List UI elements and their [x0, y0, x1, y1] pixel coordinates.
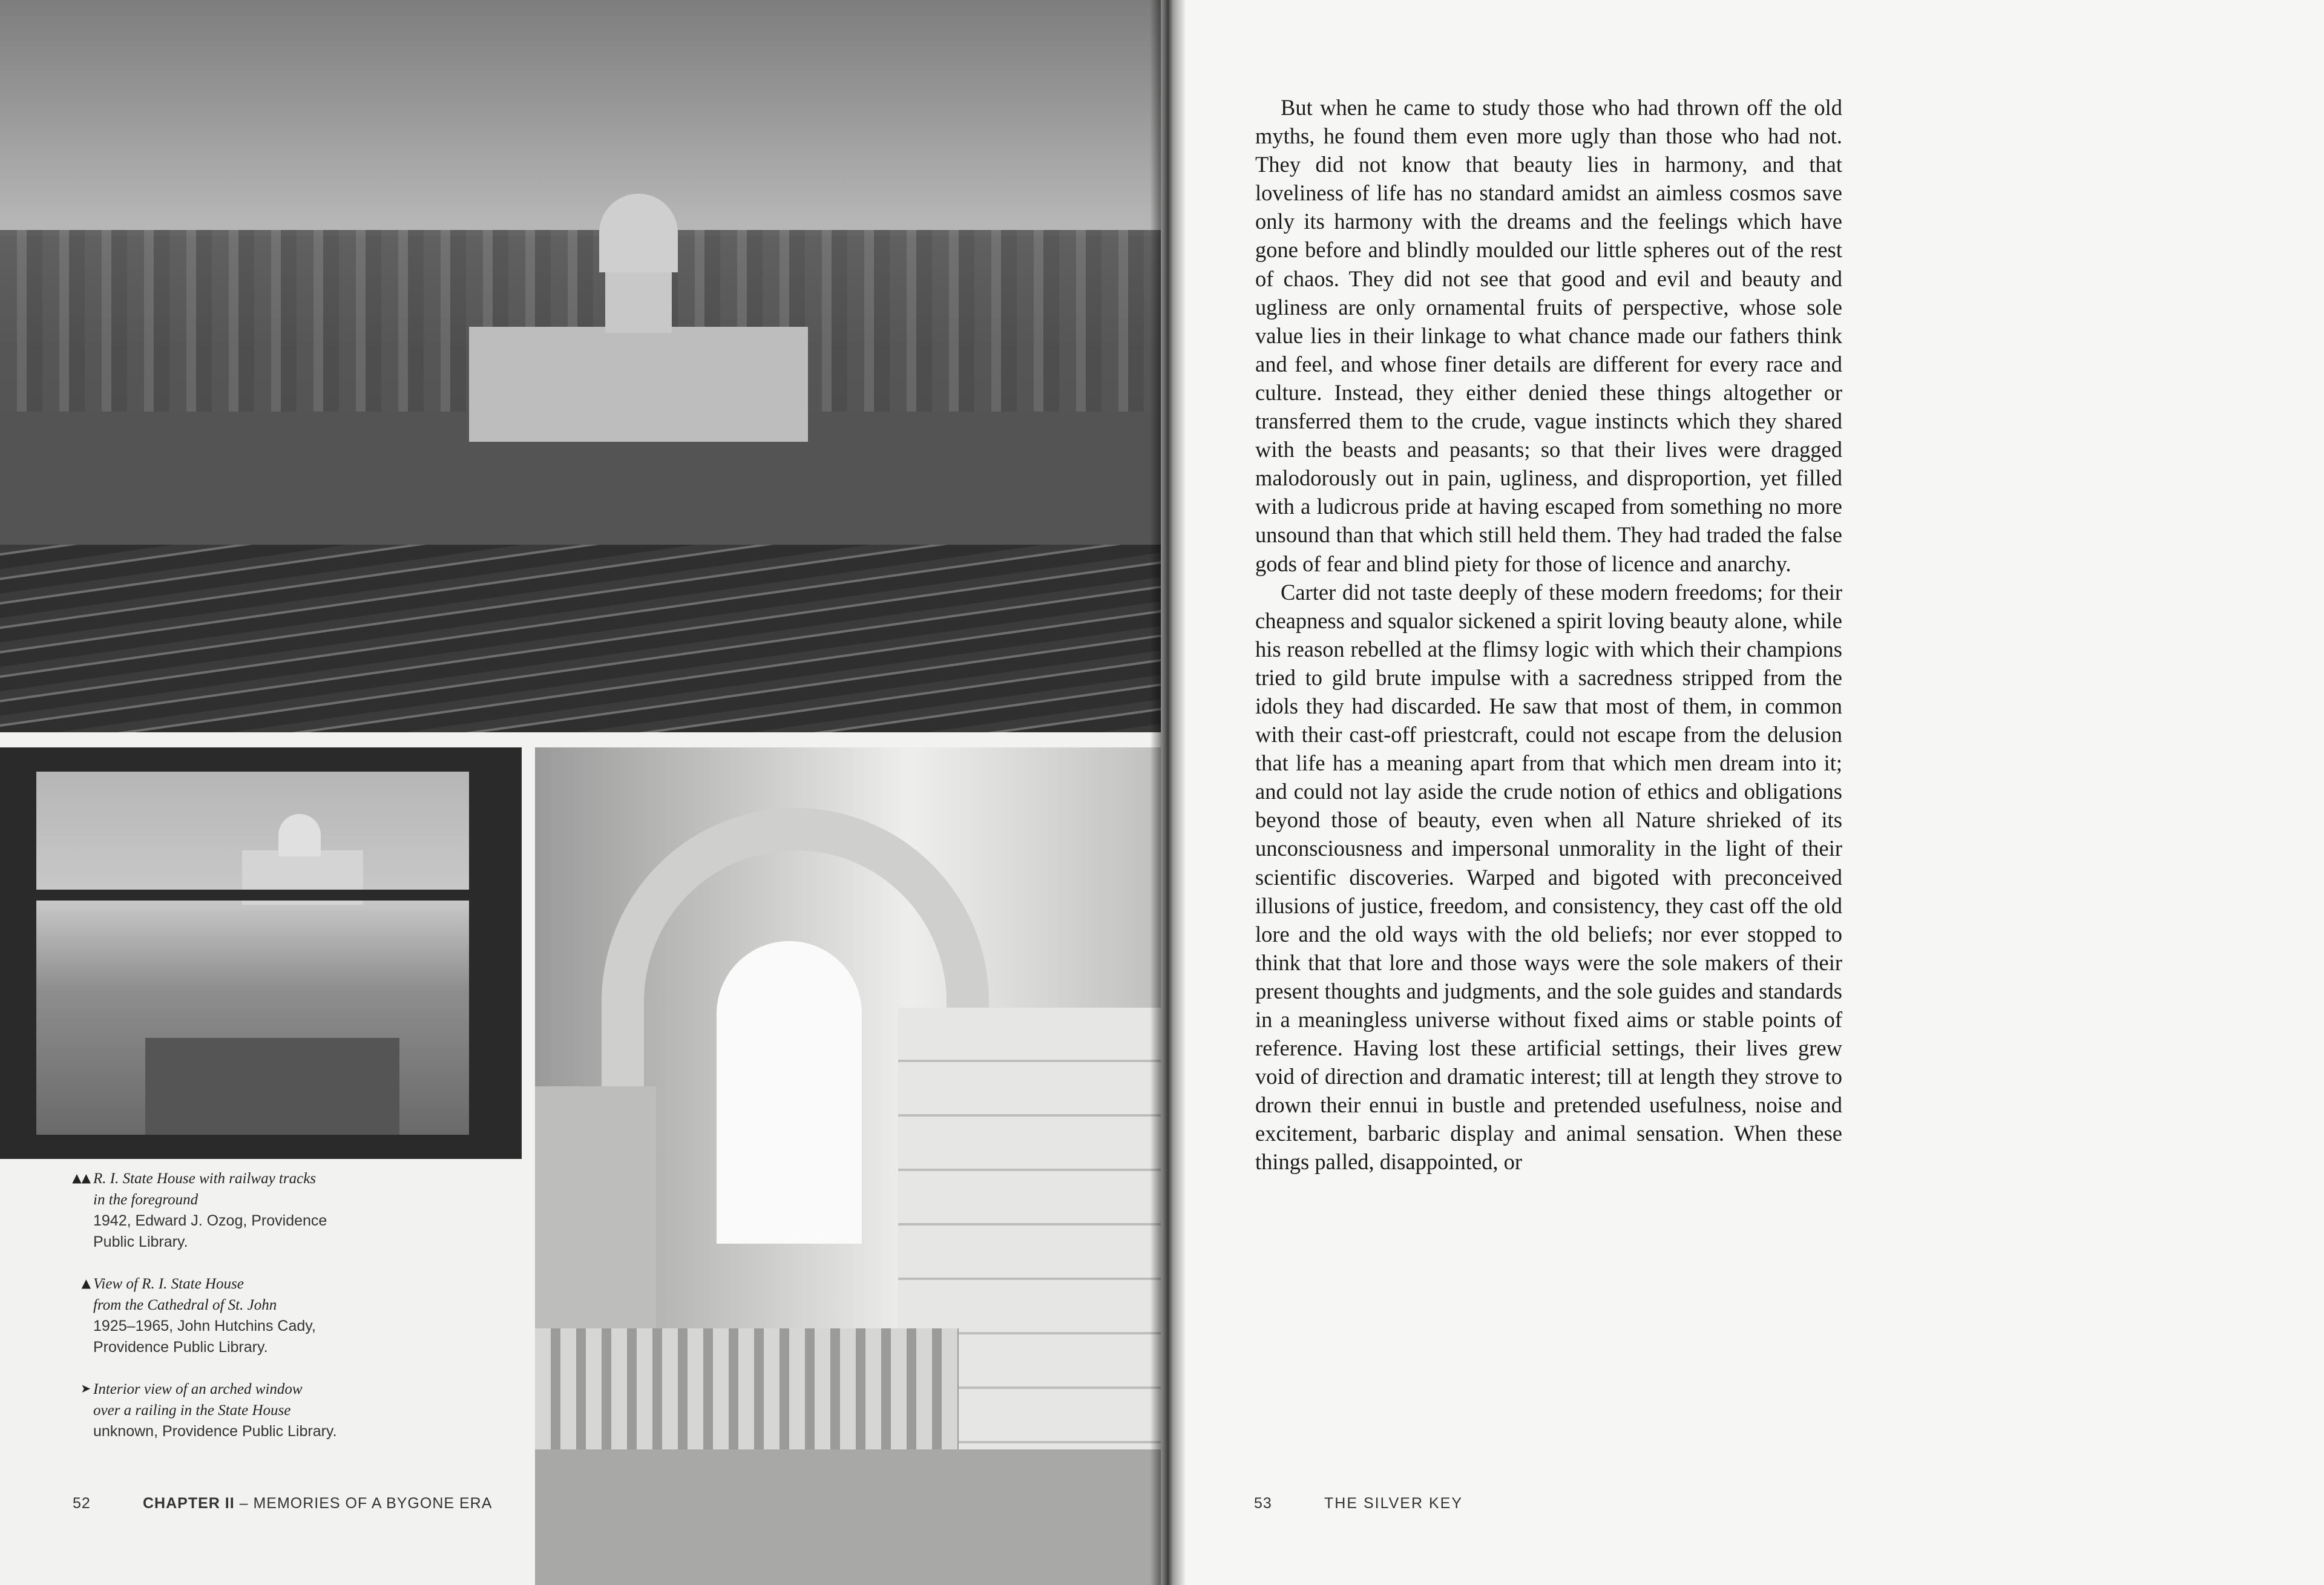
running-header-left	[143, 1495, 492, 1512]
double-up-arrow-icon: ▲▲	[72, 1170, 91, 1185]
photo-capitol-dome	[599, 194, 678, 272]
caption-title: View of R. I. State House	[93, 1276, 244, 1292]
book-gutter-shadow	[1150, 0, 1186, 1585]
caption-title: Interior view of an arched window	[93, 1381, 303, 1397]
page-number-right: 53	[1254, 1495, 1272, 1512]
up-arrow-icon: ▲	[81, 1276, 91, 1290]
caption-title: over a railing in the State House	[93, 1402, 291, 1419]
caption-cathedral-view	[62, 1273, 401, 1358]
photo-capitol-building	[469, 327, 808, 442]
caption-credit: unknown, Providence Public Library.	[93, 1423, 337, 1440]
page-number-left: 52	[73, 1495, 91, 1512]
photo-balustrade	[535, 1328, 959, 1449]
caption-title: in the foreground	[93, 1192, 199, 1208]
caption-railway	[62, 1168, 401, 1253]
photo-window-bar	[36, 890, 469, 901]
photo-capitol-dome	[278, 814, 321, 856]
state-house-from-cathedral-photo	[0, 747, 522, 1159]
photo-sky	[0, 0, 1161, 236]
caption-credit: 1942, Edward J. Ozog, Providence	[93, 1212, 327, 1229]
chapter-title: – MEMORIES OF A BYGONE ERA	[234, 1495, 493, 1512]
right-arrow-icon: ➤	[80, 1381, 91, 1396]
chapter-label: CHAPTER II	[143, 1495, 235, 1512]
caption-title: R. I. State House with railway tracks	[93, 1170, 317, 1187]
arched-window-interior-photo	[535, 747, 1161, 1585]
caption-credit: 1925–1965, John Hutchins Cady,	[93, 1318, 316, 1334]
left-page	[0, 0, 1161, 1585]
running-header-right: THE SILVER KEY	[1324, 1495, 1463, 1512]
state-house-railway-photo	[0, 0, 1161, 732]
caption-arched-window	[62, 1379, 401, 1442]
photo-floor	[535, 1449, 1161, 1585]
photo-captions	[62, 1168, 401, 1463]
paragraph: Carter did not taste deeply of these modern freedoms; for their cheapness and squalor sickened a spirit loving beauty alone, while his reason rebelled at the flimsy logic with which their champions tried to gild brute impulse with a sacredness stripped from the idols they had discarded. He saw that most of them, in common with their cast-off priestcraft, could not escape from the delusion that life has a meaning apart from that which men dream into it; and could not lay aside the crude notion of ethics and obligations beyond those of beauty, even when all Nature shrieked of its unconsciousness and impersonal unmorality in the light of their scientific discoveries. Warped and bigoted with preconceived illusions of justice, freedom, and consistency, they cast off the old lore and the old ways with the old beliefs; nor ever stopped to think that that lore and those ways were the sole makers of their present thoughts and judgments, and the sole guides and standards in a meaningless universe without fixed aims or stable points of reference. Having lost these artificial settings, their lives grew void of direction and dramatic interest; till at length they strove to drown their ennui in bustle and pretended usefulness, noise and excitement, barbaric display and animal sensation. When these things palled, disappointed, or	[1255, 579, 1842, 1175]
body-text	[1255, 93, 1842, 1176]
photo-railway-tracks	[0, 545, 1161, 732]
paragraph: But when he came to study those who had thrown off the old myths, he found them even more ugly than those who had not. They did not know that beauty lies in harmony, and that loveliness of life has no standard amidst an aimless cosmos save only its harmony with the dreams and the feelings which have gone before and blindly moulded our little spheres out of the rest of chaos. They did not see that good and evil and beauty and ugliness are only ornamental fruits of perspective, whose sole value lies in their linkage to what chance made our fathers think and feel, and whose finer details are different for every race and culture. Instead, they either denied these things altogether or transferred them to the crude, vague instincts which they shared with the beasts and peasants; so that their lives were dragged malodorously out in pain, ugliness, and disproportion, yet filled with a ludicrous pride at having escaped from something no more unsound than that which still held them. They had traded the false gods of fear and blind piety for those of licence and anarchy.	[1255, 95, 1842, 576]
caption-credit: Public Library.	[93, 1233, 188, 1250]
caption-title: from the Cathedral of St. John	[93, 1297, 277, 1313]
photo-rooftops	[145, 1038, 399, 1135]
photo-arched-window	[717, 941, 862, 1244]
caption-credit: Providence Public Library.	[93, 1339, 268, 1356]
photo-window-view	[36, 772, 469, 1135]
